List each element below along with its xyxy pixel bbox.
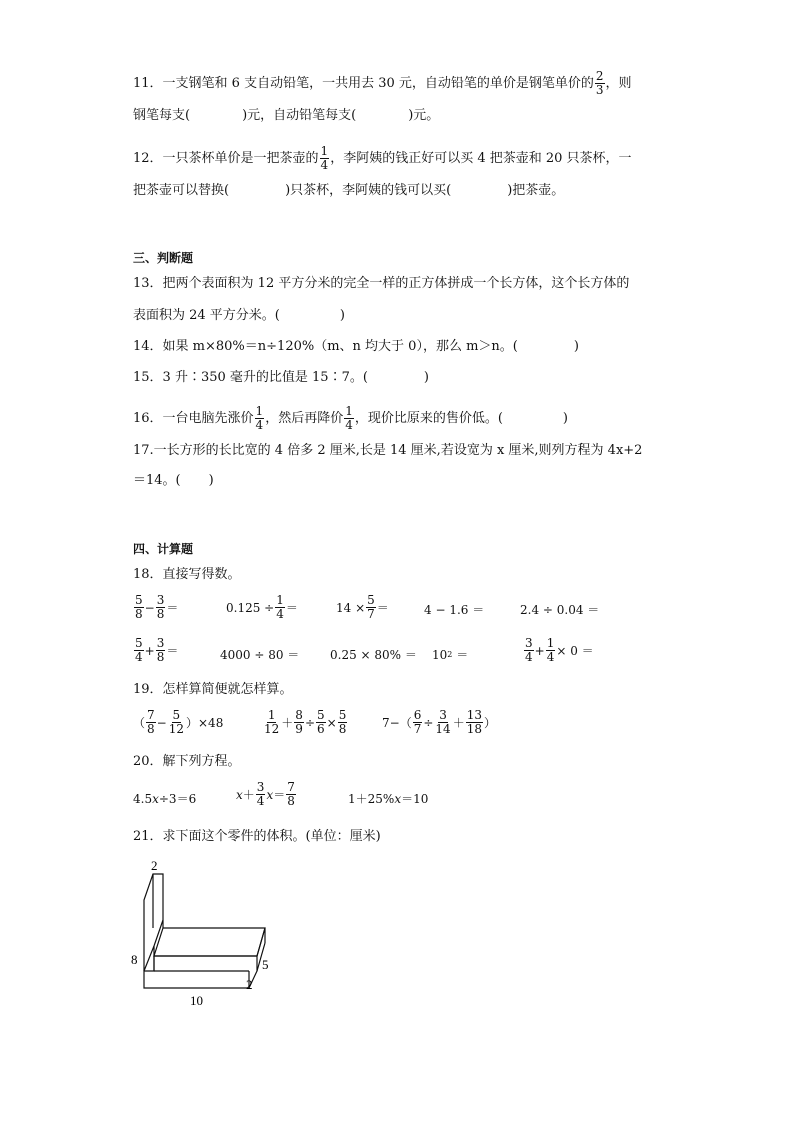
q20-equation: x ＋ $\frac{3}{4}$ x ＝ $\frac{7}{8}$ (236, 780, 295, 808)
base-edge (257, 928, 265, 956)
q12-line1: 12．一只茶杯单价是一把茶壶的 $\frac{1}{4}$ ，李阿姨的钱正好可以买 4 把茶壶和 20 只茶杯，一 (133, 144, 632, 172)
section-heading: 四、计算题 (133, 542, 194, 556)
fraction: $\frac{1}{4}$ (320, 144, 329, 172)
part-diagram (125, 852, 285, 1014)
q13-line2: 表面积为 24 平方分米。( ) (133, 308, 345, 323)
dimension-label: 2 (151, 858, 158, 873)
q17-line1: 17.一长方形的长比宽的 4 倍多 2 厘米,长是 14 厘米,若设宽为 x 厘米,则列方程为 4x+2 (133, 443, 643, 458)
q18-expr: 0.25 × 80% ＝ (330, 648, 417, 662)
fraction: $\frac{2}{3}$ (595, 69, 604, 97)
base-front-face (144, 956, 257, 988)
q18-expr: 4000 ÷ 80 ＝ (220, 648, 300, 662)
q18-title: 18．直接写得数。 (133, 567, 241, 582)
q15: 15．3 升∶350 毫升的比值是 15∶7。( ) (133, 370, 429, 385)
q18-expr: $\frac{3}{4}$ + $\frac{1}{4}$ × 0 ＝ (525, 636, 594, 664)
q18-expr: 10 2 ＝ (432, 647, 469, 662)
q21-title: 21．求下面这个零件的体积。(单位：厘米) (133, 829, 381, 844)
fraction: $\frac{1}{4}$ (255, 404, 264, 432)
q16: 16．一台电脑先涨价 $\frac{1}{4}$ ，然后再降价 $\frac{1}{4}$ ，现价比原来的售价低。( ) (133, 404, 568, 432)
q19-expr: （ $\frac{7}{8}$ − $\frac{5}{12}$ ）×48 (133, 708, 224, 736)
q20-title: 20．解下列方程。 (133, 754, 241, 769)
q14: 14．如果 m×80%＝n÷120%（m、n 均大于 0），那么 m＞n。( ) (133, 339, 579, 354)
q11-line2: 钢笔每支( )元，自动铅笔每支( )元。 (133, 108, 440, 123)
dimension-label: 10 (190, 993, 203, 1008)
q18-expr: 0.125 ÷ $\frac{1}{4}$ ＝ (226, 593, 298, 621)
q13-line1: 13．把两个表面积为 12 平方分米的完全一样的正方体拼成一个长方体，这个长方体的 (133, 276, 630, 291)
q17-line2: ＝14。( ) (133, 473, 214, 488)
dimension-label: 8 (131, 952, 138, 967)
q18-expr: 2.4 ÷ 0.04 ＝ (520, 603, 600, 617)
fraction: $\frac{1}{4}$ (345, 404, 353, 432)
q18-expr: 4 − 1.6 ＝ (424, 603, 485, 617)
q18-expr: $\frac{5}{4}$ + $\frac{3}{8}$ ＝ (135, 636, 179, 664)
q18-expr: 14 × $\frac{5}{7}$ ＝ (336, 593, 389, 621)
dimension-label: 5 (262, 957, 269, 972)
q20-equation: 1＋25% x ＝10 (348, 791, 429, 806)
dimension-label: 2 (246, 977, 253, 992)
q12-line2: 把茶壶可以替换( )只茶杯，李阿姨的钱可以买( )把茶壶。 (133, 183, 565, 198)
q19-title: 19．怎样算简便就怎样算。 (133, 682, 293, 697)
q11-line1: 11．一支钢笔和 6 支自动铅笔，一共用去 30 元，自动铅笔的单价是钢笔单价的 $\frac{2}{3}$ ，则 (133, 69, 632, 97)
section-heading: 三、判断题 (133, 251, 194, 265)
base-top-face (154, 928, 265, 956)
q19-expr: 7−（ $\frac{6}{7}$ ÷ $\frac{3}{14}$ ＋ $\frac{13}{18}$ ） (382, 708, 496, 736)
q18-expr: $\frac{5}{8}$ − $\frac{3}{8}$ ＝ (135, 593, 179, 621)
q20-equation: 4.5 x ÷3＝6 (133, 791, 197, 806)
q19-expr: $\frac{1}{12}$ ＋ $\frac{8}{9}$ ÷ $\frac{5}{6}$ × $\frac{5}{8}$ (264, 708, 347, 736)
